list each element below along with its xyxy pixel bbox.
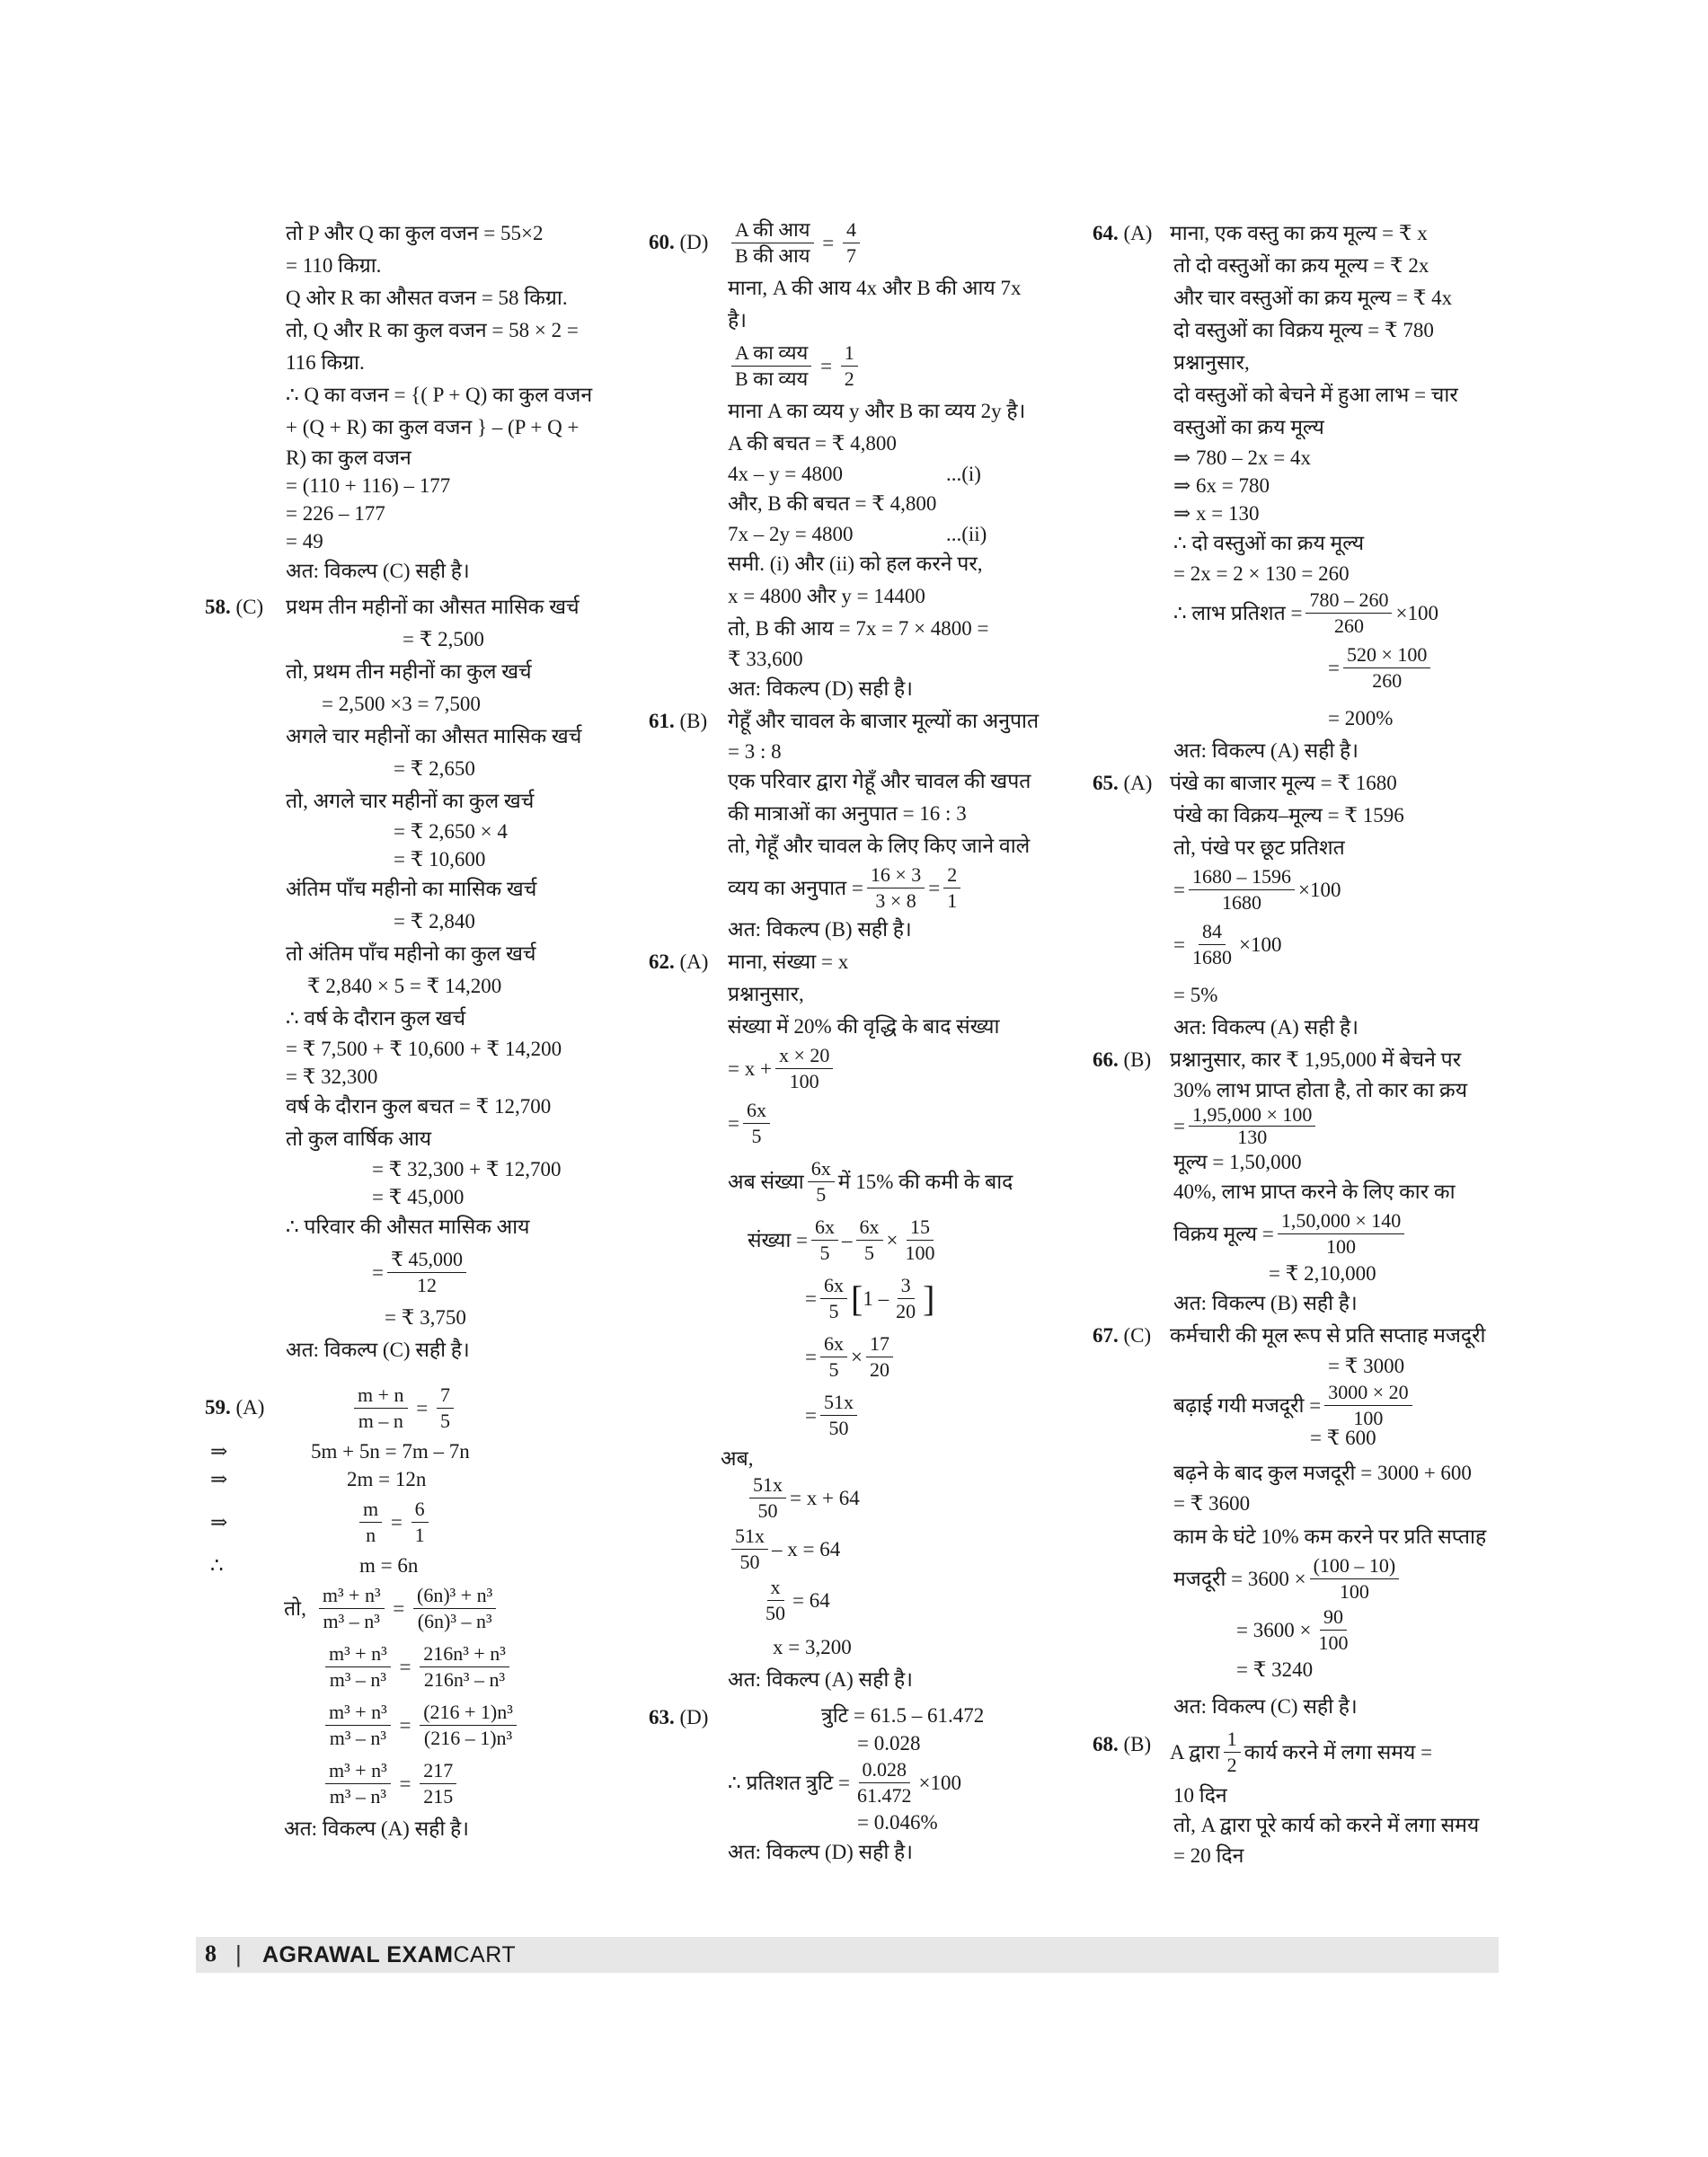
text-line: = ₹ 3,750 xyxy=(385,1306,466,1329)
text-line: = 110 किग्रा. xyxy=(286,254,382,277)
text-line: = ₹ 2,840 xyxy=(394,910,475,933)
text-line: तो P और Q का कुल वजन = 55×2 xyxy=(286,222,544,244)
fraction-line: = $\frac{1680 - 1596}{1680}$ ×100 xyxy=(1173,865,1341,914)
fraction-line: $\frac{51x}{50}$ = x + 64 xyxy=(728,1472,1071,1524)
text-line: = ₹ 2,10,000 xyxy=(1269,1262,1376,1285)
fraction-line: ⇒ $\frac{m}{n}$ = $\frac{6}{1}$ xyxy=(205,1493,627,1551)
text-line: तो, Q और R का कुल वजन = 58 × 2 = xyxy=(286,319,579,341)
fraction: $\frac{16 \times 3}{3 \times 8}$ xyxy=(867,862,925,914)
fraction: $\frac{4}{7}$ xyxy=(843,217,860,269)
text-line: 4x – y = 4800 ...(i) xyxy=(728,463,981,485)
fraction-line: = x + $\frac{x \times 20}{100}$ xyxy=(728,1043,1071,1094)
question-number: 60. xyxy=(649,231,675,253)
text-line: और, B की बचत = ₹ 4,800 xyxy=(728,492,937,515)
text-line: = (110 + 116) – 177 xyxy=(286,474,451,497)
fraction-line: तो, $\frac{\text{m³ + n³}}{\text{m³ – n³}}$ = $\frac{\text{(6n)³ + n³}}{\text{(6n)³ – n³}}$ xyxy=(284,1579,627,1638)
text-line: माना, एक वस्तु का क्रय मूल्य = ₹ x xyxy=(1170,222,1428,244)
text-line: मूल्य = 1,50,000 xyxy=(1173,1151,1302,1173)
question-number: 66. xyxy=(1093,1048,1119,1071)
question-60 xyxy=(649,217,1071,705)
column-1 xyxy=(205,217,627,1845)
column-3 xyxy=(1093,217,1515,1870)
text-line: तो, गेहूँ और चावल के लिए किए जाने वाले xyxy=(728,835,1031,857)
fraction-line: = $\frac{84}{1680}$ ×100 xyxy=(1173,920,1282,968)
therefore-icon: ∴ xyxy=(210,1554,224,1577)
fraction-line: ∴ प्रतिशत त्रुटि = $\frac{0.028}{61.472}$ ×100 xyxy=(728,1758,961,1807)
fraction-line: = $\frac{6x}{5}$ × $\frac{17}{20}$ xyxy=(728,1328,1071,1386)
question-number: 67. xyxy=(1093,1324,1119,1347)
text-line: माना, संख्या = x xyxy=(728,950,849,973)
fraction: $\frac{51x}{50}$ xyxy=(820,1390,857,1441)
text-line: = ₹ 3240 xyxy=(1236,1658,1314,1681)
text-line: तो, पंखे पर छूट प्रतिशत xyxy=(1173,836,1345,859)
text-line: = 2,500 ×3 = 7,500 xyxy=(322,693,481,715)
fraction: $\frac{6x}{5}$ xyxy=(820,1273,847,1324)
fraction: $\frac{6x}{5}$ xyxy=(743,1098,770,1149)
brand-logo: AGRAWAL EXAMCART xyxy=(262,1942,517,1967)
text-line: गेहूँ और चावल के बाजार मूल्यों का अनुपात xyxy=(728,710,1040,732)
footer-separator: | xyxy=(235,1940,242,1967)
fraction: $\frac{520 \times 100}{260}$ xyxy=(1343,642,1430,694)
text-line: + (Q + R) का कुल वजन } – (P + Q + xyxy=(286,416,580,438)
text-line: एक परिवार द्वारा गेहूँ और चावल की खपत xyxy=(728,770,1031,792)
text-line: त्रुटि = 61.5 – 61.472 xyxy=(821,1704,985,1727)
fraction: $\frac{\text{(216 + 1)n³}}{\text{(216 – 1)n³}}$ xyxy=(420,1700,517,1751)
fraction-line: $\frac{\text{m³ + n³}}{\text{m³ – n³}}$ = $\frac{217}{215}$ xyxy=(286,1755,627,1813)
text-line: = ₹ 45,000 xyxy=(372,1186,465,1208)
fraction: $\frac{6}{1}$ xyxy=(412,1497,429,1548)
question-61 xyxy=(649,705,1071,946)
question-label xyxy=(205,1392,264,1424)
text-line: 40%, लाभ प्राप्त करने के लिए कार का xyxy=(1173,1180,1456,1203)
text-line: 116 किग्रा. xyxy=(286,351,365,374)
text-line: = 2x = 2 × 130 = 260 xyxy=(1173,562,1350,585)
text-line: संख्या में 20% की वृद्धि के बाद संख्या xyxy=(728,1015,1000,1038)
text-line: बढ़ने के बाद कुल मजदूरी = 3000 + 600 xyxy=(1173,1462,1472,1484)
text-line: = ₹ 10,600 xyxy=(394,848,486,871)
question-option: (A) xyxy=(1123,222,1153,244)
fraction: $\frac{1}{2}$ xyxy=(1224,1727,1241,1778)
question-option: (C) xyxy=(1123,1324,1152,1347)
implies-icon: ⇒ xyxy=(210,1468,228,1490)
text-line: = 5% xyxy=(1173,984,1218,1006)
question-number: 65. xyxy=(1093,772,1119,794)
text-line: की मात्राओं का अनुपात = 16 : 3 xyxy=(728,802,967,825)
fraction: $\frac{6x}{5}$ xyxy=(856,1215,883,1266)
question-label xyxy=(1093,1320,1151,1352)
fraction-line: = $\frac{6x}{5}$ [ 1 – $\frac{3}{20}$ ] xyxy=(805,1274,935,1322)
text-line: अब, xyxy=(721,1447,754,1470)
question-number: 64. xyxy=(1093,222,1119,244)
text-line: माना A का व्यय y और B का व्यय 2y है। xyxy=(728,400,1026,422)
fraction-line: $\frac{m + n}{m - n}$ = $\frac{7}{5}$ xyxy=(286,1379,627,1437)
implies-icon: ⇒ xyxy=(210,1440,228,1463)
text-line: = ₹ 2,500 xyxy=(403,628,484,650)
text-line: दो वस्तुओं को बेचने में हुआ लाभ = चार xyxy=(1173,384,1458,406)
text-line: तो, प्रथम तीन महीनों का कुल खर्च xyxy=(286,660,532,683)
question-59 xyxy=(205,1379,627,1845)
question-option: (A) xyxy=(235,1396,265,1419)
question-option: (B) xyxy=(679,710,708,732)
fraction: $\frac{1680 - 1596}{1680}$ xyxy=(1189,864,1295,915)
text-line: = 200% xyxy=(1328,707,1394,729)
answer-line: अत: विकल्प (C) सही है। xyxy=(286,560,470,582)
text-line: ∴ दो वस्तुओं का क्रय मूल्य xyxy=(1173,532,1365,554)
fraction: $\frac{\text{m³ + n³}}{\text{m³ – n³}}$ xyxy=(325,1700,391,1751)
question-option: (A) xyxy=(679,950,709,973)
fraction-line: अब संख्या $\frac{6x}{5}$ में 15% की कमी के बाद xyxy=(728,1157,1013,1206)
column-2 xyxy=(649,217,1071,1869)
text-line: तो, A द्वारा पूरे कार्य को करने में लगा समय xyxy=(1173,1814,1480,1836)
text-line: 30% लाभ प्राप्त होता है, तो कार का क्रय xyxy=(1173,1079,1468,1101)
text-line: तो, B की आय = 7x = 7 × 4800 = xyxy=(728,617,989,640)
text-line: काम के घंटे 10% कम करने पर प्रति सप्ताह xyxy=(1173,1525,1487,1548)
question-number: 61. xyxy=(649,710,675,732)
fraction-line: = $\frac{1,95,000 \times 100}{130}$ xyxy=(1173,1104,1515,1148)
text-line: कर्मचारी की मूल रूप से प्रति सप्ताह मजदूरी xyxy=(1170,1324,1486,1347)
fraction-line: संख्या = $\frac{6x}{5}$ – $\frac{6x}{5}$ × $\frac{15}{100}$ xyxy=(728,1211,1071,1269)
text-line: ₹ 33,600 xyxy=(728,648,803,670)
question-label xyxy=(205,591,263,623)
answer-line: अत: विकल्प (B) सही है। xyxy=(728,918,912,941)
answer-line: अत: विकल्प (A) सही है। xyxy=(728,1668,913,1691)
text-line: = 226 – 177 xyxy=(286,502,385,525)
text-line: प्रथम तीन महीनों का औसत मासिक खर्च xyxy=(286,596,580,618)
text-line: = 49 xyxy=(286,530,323,553)
fraction-line: $\frac{\text{A की आय}}{\text{B की आय}}$ = $\frac{4}{7}$ xyxy=(728,217,1071,272)
question-64 xyxy=(1093,217,1515,767)
fraction-line: = 3600 × $\frac{90}{100}$ xyxy=(1173,1604,1515,1656)
text-line: है। xyxy=(728,309,747,332)
answer-line: अत: विकल्प (A) सही है। xyxy=(1173,1016,1358,1039)
question-58 xyxy=(205,591,627,1366)
text-line: = 0.028 xyxy=(857,1732,921,1755)
fraction-line: ∴ लाभ प्रतिशत = $\frac{780 - 260}{260}$ ×100 xyxy=(1173,588,1438,637)
question-number: 62. xyxy=(649,950,675,973)
text-line: अंतिम पाँच महीनो का मासिक खर्च xyxy=(286,878,537,900)
question-number: 59. xyxy=(205,1396,231,1419)
question-number: 68. xyxy=(1093,1733,1119,1755)
fraction: $\frac{90}{100}$ xyxy=(1318,1605,1349,1654)
fraction: $\frac{1,50,000 \times 140}{100}$ xyxy=(1278,1208,1404,1260)
fraction: $\frac{0.028}{61.472}$ xyxy=(857,1758,912,1807)
question-number: 58. xyxy=(205,596,231,618)
fraction: $\frac{3000 \times 20}{100}$ xyxy=(1324,1380,1412,1431)
text-line: = ₹ 32,300 xyxy=(286,1065,378,1088)
question-label xyxy=(1093,1044,1151,1076)
fraction: $\frac{17}{20}$ xyxy=(866,1331,893,1383)
fraction: $\frac{\text{m³ + n³}}{\text{m³ – n³}}$ xyxy=(325,1758,391,1809)
fraction: $\frac{6x}{5}$ xyxy=(808,1156,835,1207)
fraction: $\frac{6x}{5}$ xyxy=(820,1331,847,1383)
text-line: प्रश्नानुसार, xyxy=(1173,351,1250,374)
question-option: (D) xyxy=(679,1706,709,1728)
implies-icon: ⇒ xyxy=(210,1510,228,1534)
question-63 xyxy=(649,1702,1071,1869)
text-line: ∴ m = 6n xyxy=(205,1551,627,1579)
text-line: 10 दिन xyxy=(1173,1784,1227,1807)
answer-line: अत: विकल्प (D) सही है। xyxy=(728,1841,913,1863)
question-option: (A) xyxy=(1123,772,1153,794)
fraction-line: विक्रय मूल्य = $\frac{1,50,000 \times 140}{100}$ xyxy=(1173,1208,1515,1260)
text-line: R) का कुल वजन xyxy=(286,446,412,469)
fraction-line: मजदूरी = 3600 × $\frac{(100 - 10)}{100}$ xyxy=(1173,1553,1515,1604)
text-line: दो वस्तुओं का विक्रय मूल्य = ₹ 780 xyxy=(1173,319,1434,341)
text-line: = ₹ 3000 xyxy=(1328,1355,1405,1377)
text-line: x = 3,200 xyxy=(773,1636,852,1658)
question-label xyxy=(649,705,707,738)
text-line: तो, अगले चार महीनों का कुल खर्च xyxy=(286,790,535,812)
fraction: $\frac{2}{1}$ xyxy=(943,862,960,914)
fraction: $\frac{\text{m³ + n³}}{\text{m³ – n³}}$ xyxy=(325,1641,391,1693)
fraction-line: $\frac{\text{m³ + n³}}{\text{m³ – n³}}$ = $\frac{\text{216n³ + n³}}{\text{216n³ – n³}}$ xyxy=(286,1638,627,1696)
page-footer xyxy=(196,1937,1499,1973)
fraction: $\frac{15}{100}$ xyxy=(905,1216,935,1264)
question-option: (D) xyxy=(679,231,709,253)
fraction-line: $\frac{51x}{50}$ – x = 64 xyxy=(728,1524,1071,1575)
question-label xyxy=(1093,767,1152,800)
text-line: माना, A की आय 4x और B की आय 7x xyxy=(728,277,1022,299)
fraction-line: बढ़ाई गयी मजदूरी = $\frac{3000 \times 20}{100}$ xyxy=(1173,1380,1515,1431)
question-66 xyxy=(1093,1044,1515,1320)
text-line: तो दो वस्तुओं का क्रय मूल्य = ₹ 2x xyxy=(1173,254,1429,277)
question-label xyxy=(1093,1728,1151,1761)
question-label xyxy=(1093,217,1152,250)
fraction-line: $\frac{\text{m³ + n³}}{\text{m³ – n³}}$ = $\frac{\text{(216 + 1)n³}}{\text{(216 – 1)n³}}$ xyxy=(286,1696,627,1755)
fraction: $\frac{\text{216n³ + n³}}{\text{216n³ – n³}}$ xyxy=(420,1641,509,1693)
text-line: ⇒ 6x = 780 xyxy=(1173,474,1270,497)
fraction: $\frac{\text{A की आय}}{\text{B की आय}}$ xyxy=(731,217,814,269)
question-65 xyxy=(1093,767,1515,1044)
fraction: $\frac{x}{50}$ xyxy=(766,1576,785,1624)
text-line: पंखे का बाजार मूल्य = ₹ 1680 xyxy=(1170,772,1397,794)
text-line: = 3 : 8 xyxy=(728,740,782,763)
fraction: $\frac{51x}{50}$ xyxy=(731,1524,768,1575)
answer-line: अत: विकल्प (A) सही है। xyxy=(1173,739,1358,762)
answer-line: अत: विकल्प (A) सही है। xyxy=(284,1817,469,1840)
answer-line: अत: विकल्प (C) सही है। xyxy=(1173,1695,1358,1718)
question-62 xyxy=(649,946,1071,1696)
fraction: $\frac{m + n}{m - n}$ xyxy=(354,1383,408,1434)
text-line: ⇒ 780 – 2x = 4x xyxy=(1173,446,1311,469)
answer-line: अत: विकल्प (B) सही है। xyxy=(1173,1292,1358,1314)
text-line: ∴ वर्ष के दौरान कुल खर्च xyxy=(286,1007,466,1030)
fraction-line: A द्वारा $\frac{1}{2}$ कार्य करने में लगा समय = xyxy=(1170,1728,1433,1776)
text-line: = 0.046% xyxy=(857,1811,938,1834)
text-line: ⇒ 2m = 12n xyxy=(205,1465,627,1493)
fraction: $\frac{1}{2}$ xyxy=(841,340,858,392)
question-label xyxy=(649,226,708,259)
fraction-line: $\frac{x}{50}$ = 64 xyxy=(728,1575,1071,1626)
text-line: = ₹ 3600 xyxy=(1173,1492,1251,1515)
text-line: 7x – 2y = 4800 ...(ii) xyxy=(728,523,987,545)
text-line: समी. (i) और (ii) को हल करने पर, xyxy=(728,553,983,575)
text-line: प्रश्नानुसार, xyxy=(728,983,804,1005)
text-line: अगले चार महीनों का औसत मासिक खर्च xyxy=(286,725,582,747)
text-line: = ₹ 600 xyxy=(1310,1427,1376,1449)
fraction: $\frac{7}{5}$ xyxy=(437,1383,454,1434)
fraction: $\frac{51x}{50}$ xyxy=(749,1472,786,1524)
text-line: = ₹ 7,500 + ₹ 10,600 + ₹ 14,200 xyxy=(286,1038,562,1060)
answer-line: अत: विकल्प (C) सही है। xyxy=(286,1339,470,1361)
fraction: $\frac{₹ 45,000}{12}$ xyxy=(387,1247,466,1298)
text-line: ∴ परिवार की औसत मासिक आय xyxy=(286,1216,530,1238)
page-number: 8 xyxy=(205,1940,217,1967)
fraction: $\frac{(100 - 10)}{100}$ xyxy=(1310,1553,1400,1604)
question-label xyxy=(649,946,708,978)
fraction: $\frac{3}{20}$ xyxy=(896,1274,916,1322)
text-line: x = 4800 और y = 14400 xyxy=(728,585,925,607)
question-option: (B) xyxy=(1123,1733,1152,1755)
fraction-line: = $\frac{520 \times 100}{260}$ xyxy=(1173,639,1515,697)
text-line: और चार वस्तुओं का क्रय मूल्य = ₹ 4x xyxy=(1173,287,1453,309)
text-line: ⇒ 5m + 5n = 7m – 7n xyxy=(205,1437,627,1465)
text-line: = 20 दिन xyxy=(1173,1844,1244,1867)
question-label xyxy=(649,1702,708,1734)
text-line: = ₹ 2,650 × 4 xyxy=(394,820,508,843)
text-line: ⇒ x = 130 xyxy=(1173,502,1260,525)
text-line: वस्तुओं का क्रय मूल्य xyxy=(1173,416,1324,438)
question-option: (C) xyxy=(235,596,264,618)
text-line: तो कुल वार्षिक आय xyxy=(286,1127,432,1150)
fraction: $\frac{x \times 20}{100}$ xyxy=(775,1043,833,1094)
fraction-line: = $\frac{51x}{50}$ xyxy=(728,1386,1071,1445)
fraction: $\frac{780 - 260}{260}$ xyxy=(1305,588,1392,639)
fraction: $\frac{217}{215}$ xyxy=(420,1758,456,1809)
fraction: $\frac{\text{m³ + n³}}{\text{m³ – n³}}$ xyxy=(319,1583,385,1634)
text-line: ₹ 2,840 × 5 = ₹ 14,200 xyxy=(307,975,502,997)
fraction: $\frac{m}{n}$ xyxy=(359,1497,382,1548)
fraction: $\frac{1,95,000 \times 100}{130}$ xyxy=(1189,1104,1315,1148)
text-line: A की बचत = ₹ 4,800 xyxy=(728,432,897,455)
fraction: $\frac{\text{(6n)³ + n³}}{\text{(6n)³ – n³}}$ xyxy=(413,1583,496,1634)
fraction-line: = $\frac{₹ 45,000}{12}$ xyxy=(286,1243,627,1302)
fraction: $\frac{6x}{5}$ xyxy=(811,1215,838,1266)
text-line: Q ओर R का औसत वजन = 58 किग्रा. xyxy=(286,287,568,309)
fraction: $\frac{84}{1680}$ xyxy=(1191,920,1232,968)
text-line: = ₹ 32,300 + ₹ 12,700 xyxy=(372,1158,562,1180)
fraction-line: = $\frac{6x}{5}$ xyxy=(728,1094,1071,1153)
fraction-line: व्यय का अनुपात = $\frac{16 \times 3}{3 \times 8}$ = $\frac{2}{1}$ xyxy=(728,862,1071,914)
text-line: = ₹ 2,650 xyxy=(394,757,475,780)
text-line: वर्ष के दौरान कुल बचत = ₹ 12,700 xyxy=(286,1095,552,1118)
text-line: ∴ Q का वजन = {( P + Q) का कुल वजन xyxy=(286,384,593,406)
question-68 xyxy=(1093,1723,1515,1870)
question-option: (B) xyxy=(1123,1048,1152,1071)
answer-line: अत: विकल्प (D) सही है। xyxy=(728,677,913,700)
question-67 xyxy=(1093,1320,1515,1723)
fraction-line: $\frac{\text{A का व्यय}}{\text{B का व्यय}}$ = $\frac{1}{2}$ xyxy=(728,337,1071,395)
text-line: तो अंतिम पाँच महीनो का कुल खर्च xyxy=(286,942,536,965)
text-line: पंखे का विक्रय–मूल्य = ₹ 1596 xyxy=(1173,804,1404,827)
fraction: $\frac{\text{A का व्यय}}{\text{B का व्यय}}$ xyxy=(731,340,811,392)
text-line: प्रश्नानुसार, कार ₹ 1,95,000 में बेचने पर xyxy=(1170,1048,1462,1071)
question-number: 63. xyxy=(649,1706,675,1728)
